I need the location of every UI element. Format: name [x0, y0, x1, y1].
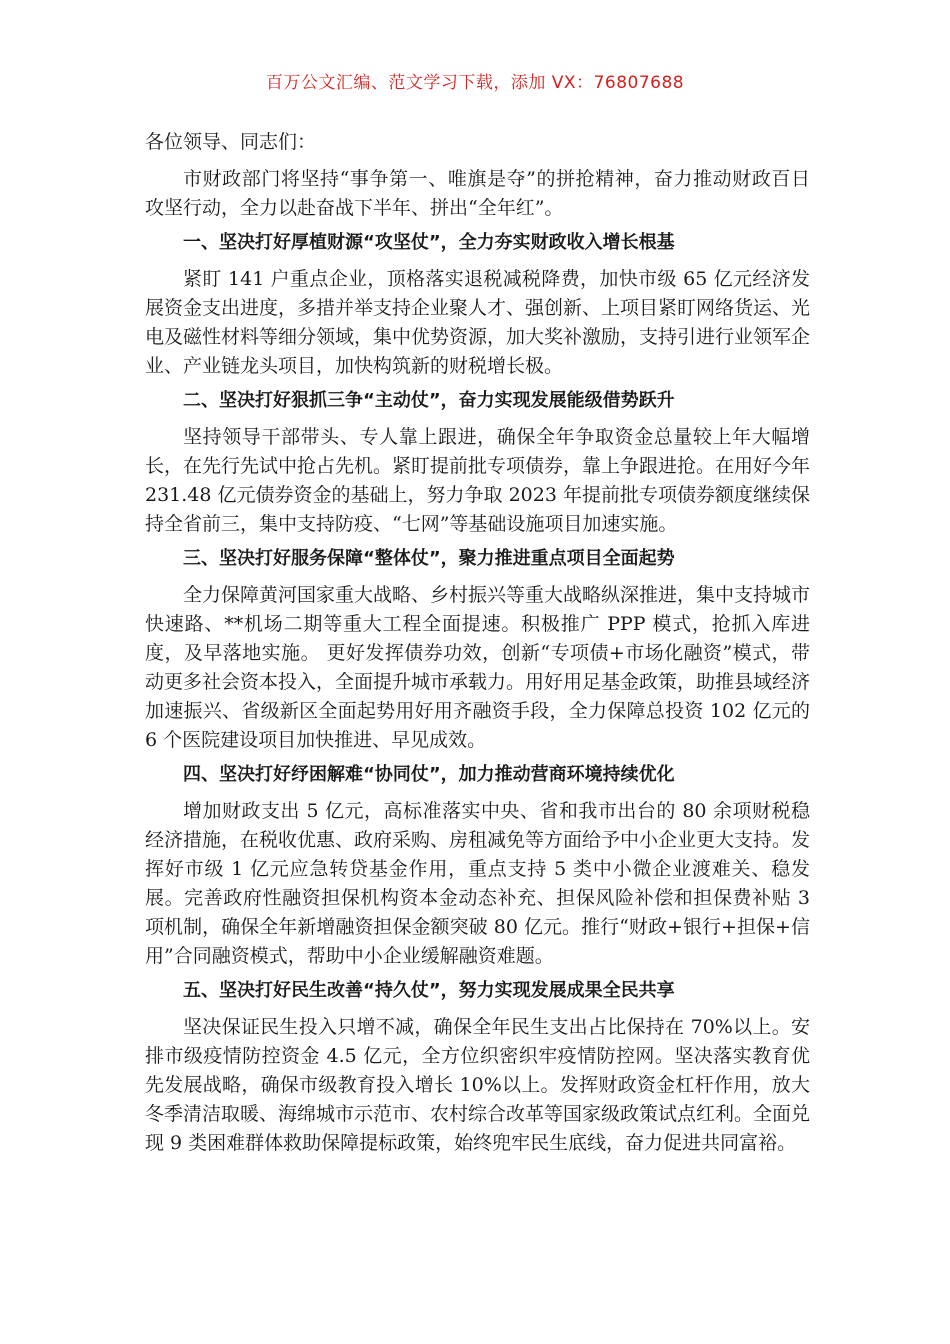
- section-2: [145, 387, 810, 539]
- section-1: [145, 229, 810, 381]
- document-body: [145, 130, 810, 1158]
- section-heading: 三、坚决打好服务保障“整体仗”，聚力推进重点项目全面起势: [183, 548, 675, 569]
- section-paragraph: 全力保障黄河国家重大战略、乡村振兴等重大战略纵深推进，集中支持城市快速路、**机场二期等重大工程全面提速。积极推广 PPP 模式，抢抓入库进度，及早落地实施。 更好发挥债券功效，创新“专项债+市场化融资”模式，带动更多社会资本投入，全面提升城市承载力。用好用足基金政策，助推县域经济加速振兴、省级新区全面起势用好用齐融资手段，全力保障总投资 102 亿元的 6 个医院建设项目加快推进、早见成效。: [145, 584, 811, 751]
- section-paragraph: 增加财政支出 5 亿元，高标准落实中央、省和我市出台的 80 余项财税稳经济措施，在税收优惠、政府采购、房租减免等方面给予中小企业更大支持。发挥好市级 1 亿元应急转贷基金作用，重点支持 5 类中小微企业渡难关、稳发展。完善政府性融资担保机构资本金动态补充、担保风险补偿和担保费补贴 3 项机制，确保全年新增融资担保金额突破 80 亿元。推行“财政+银行+担保+信用”合同融资模式，帮助中小企业缓解融资难题。: [145, 800, 811, 967]
- section-heading: 四、坚决打好纾困解难“协同仗”，加力推动营商环境持续优化: [183, 764, 675, 785]
- section-4: [145, 761, 810, 971]
- section-heading: 五、坚决打好民生改善“持久仗”，努力实现发展成果全民共享: [183, 980, 675, 1001]
- section-heading: 一、坚决打好厚植财源“攻坚仗”，全力夯实财政收入增长根基: [183, 232, 675, 253]
- section-paragraph: 紧盯 141 户重点企业，顶格落实退税减税降费，加快市级 65 亿元经济发展资金支出进度，多措并举支持企业聚人才、强创新、上项目紧盯网络货运、光电及磁性材料等细分领域，集中优势资源，加大奖补激励，支持引进行业领军企业、产业链龙头项目，加快构筑新的财税增长极。: [145, 268, 811, 377]
- salutation: 各位领导、同志们：: [145, 131, 317, 153]
- section-paragraph: 坚决保证民生投入只增不减，确保全年民生支出占比保持在 70%以上。安排市级疫情防控资金 4.5 亿元，全方位织密织牢疫情防控网。坚决落实教育优先发展战略，确保市级教育投入增长 10%以上。发挥财政资金杠杆作用，放大冬季清洁取暖、海绵城市示范市、农村综合改革等国家级政策试点红利。全面兑现 9 类困难群体救助保障提标政策，始终兜牢民生底线，奋力促进共同富裕。: [145, 1016, 811, 1154]
- section-3: [145, 545, 810, 755]
- watermark-banner: 百万公文汇编、范文学习下载，添加 VX：76807688: [265, 73, 685, 93]
- section-heading: 二、坚决打好狠抓三争“主动仗”，奋力实现发展能级借势跃升: [183, 390, 675, 411]
- intro-paragraph: 市财政部门将坚持“事争第一、唯旗是夺”的拼抢精神，奋力推动财政百日攻坚行动，全力以赴奋战下半年、拼出“全年红”。: [145, 168, 810, 219]
- section-paragraph: 坚持领导干部带头、专人靠上跟进，确保全年争取资金总量较上年大幅增长，在先行先试中抢占先机。紧盯提前批专项债券，靠上争跟进抢。在用好今年 231.48 亿元债券资金的基础上，努力争取 2023 年提前批专项债券额度继续保持全省前三，集中支持防疫、“七网”等基础设施项目加速实施。: [145, 426, 811, 535]
- section-5: [145, 977, 810, 1158]
